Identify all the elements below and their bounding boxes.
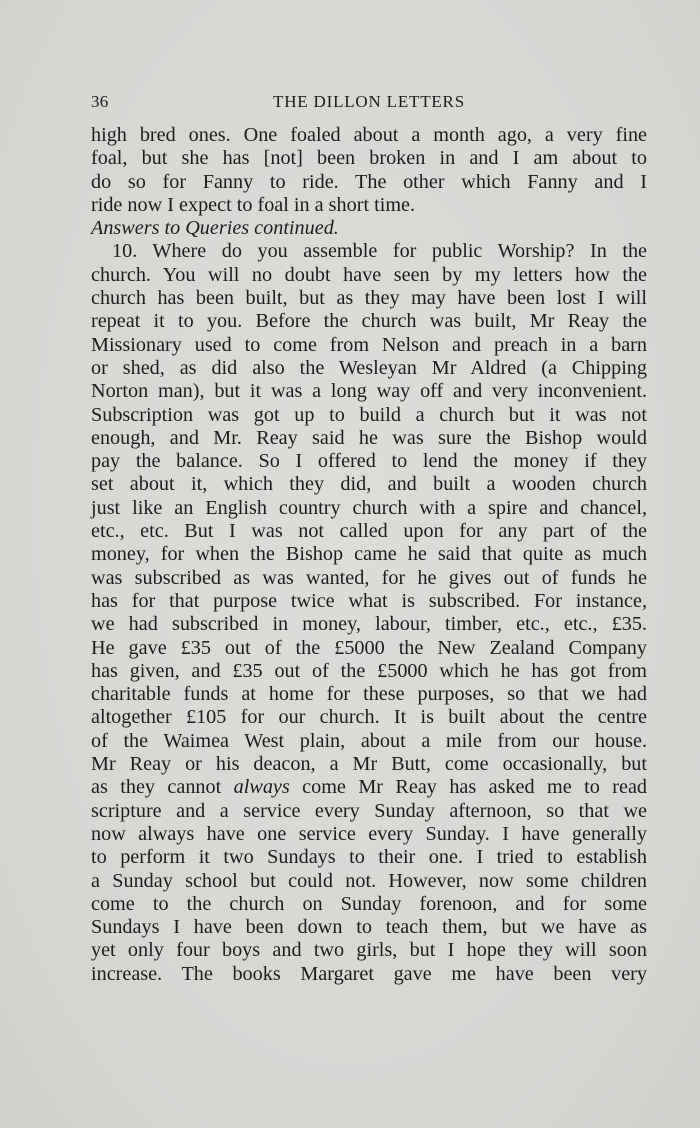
text-line-mixed <box>91 776 647 799</box>
text-line: just like an English country church with a spire and chancel, <box>91 496 647 519</box>
text-line: scripture and a service every Sunday afternoon, so that we <box>91 799 647 822</box>
text-segment: as they cannot <box>91 776 234 799</box>
text-line: yet only four boys and two girls, but I hope they will soon <box>91 939 647 962</box>
text-line: was subscribed as was wanted, for he gives out of funds he <box>91 566 647 589</box>
text-line: foal, but she has [not] been broken in and I am about to <box>91 147 647 170</box>
text-line: altogether £105 for our church. It is built about the centre <box>91 706 647 729</box>
text-line: increase. The books Margaret gave me have been very <box>91 962 647 985</box>
text-line: has given, and £35 out of the £5000 which he has got from <box>91 659 647 682</box>
text-line: do so for Fanny to ride. The other which Fanny and I <box>91 170 647 193</box>
text-line: Missionary used to come from Nelson and preach in a barn <box>91 333 647 356</box>
text-line: or shed, as did also the Wesleyan Mr Aldred (a Chipping <box>91 356 647 379</box>
text-line: money, for when the Bishop came he said that quite as much <box>91 543 647 566</box>
text-segment: come Mr Reay has asked me to read <box>289 776 647 799</box>
emphasis-word: always <box>233 776 290 799</box>
text-line: we had subscribed in money, labour, timber, etc., etc., £35. <box>91 613 647 636</box>
text-line: He gave £35 out of the £5000 the New Zealand Company <box>91 636 647 659</box>
text-line: to perform it two Sundays to their one. I tried to establish <box>91 846 647 869</box>
text-line: church. You will no doubt have seen by my letters how the <box>91 263 647 286</box>
text-line: set about it, which they did, and built a wooden church <box>91 473 647 496</box>
text-line: Subscription was got up to build a church but it was not <box>91 403 647 426</box>
text-line: enough, and Mr. Reay said he was sure the Bishop would <box>91 426 647 449</box>
text-line: a Sunday school but could not. However, now some children <box>91 869 647 892</box>
text-line: of the Waimea West plain, about a mile from our house. <box>91 729 647 752</box>
text-line: high bred ones. One foaled about a month ago, a very fine <box>91 124 647 146</box>
text-line: Norton man), but it was a long way off and very inconvenient. <box>91 380 647 403</box>
text-line: Sundays I have been down to teach them, but we have as <box>91 916 647 939</box>
text-line: church has been built, but as they may have been lost I will <box>91 287 647 310</box>
text-line: Mr Reay or his deacon, a Mr Butt, come occasionally, but <box>91 753 647 776</box>
text-line: now always have one service every Sunday. I have generally <box>91 822 647 845</box>
text-line: repeat it to you. Before the church was built, Mr Reay the <box>91 310 647 333</box>
text-line: charitable funds at home for these purposes, so that we had <box>91 683 647 706</box>
body-text <box>91 124 647 986</box>
text-line: ride now I expect to foal in a short time. <box>91 193 416 216</box>
text-line: etc., etc. But I was not called upon for any part of the <box>91 520 647 543</box>
page-header <box>91 92 647 114</box>
running-title: THE DILLON LETTERS <box>273 92 465 111</box>
page-number: 36 <box>91 92 109 111</box>
text-line: pay the balance. So I offered to lend the money if they <box>91 450 647 473</box>
text-line: 10. Where do you assemble for public Worship? In the <box>112 240 647 263</box>
text-line: come to the church on Sunday forenoon, and for some <box>91 892 647 915</box>
section-heading: Answers to Queries continued. <box>91 217 339 240</box>
text-line: has for that purpose twice what is subscribed. For instance, <box>91 589 647 612</box>
